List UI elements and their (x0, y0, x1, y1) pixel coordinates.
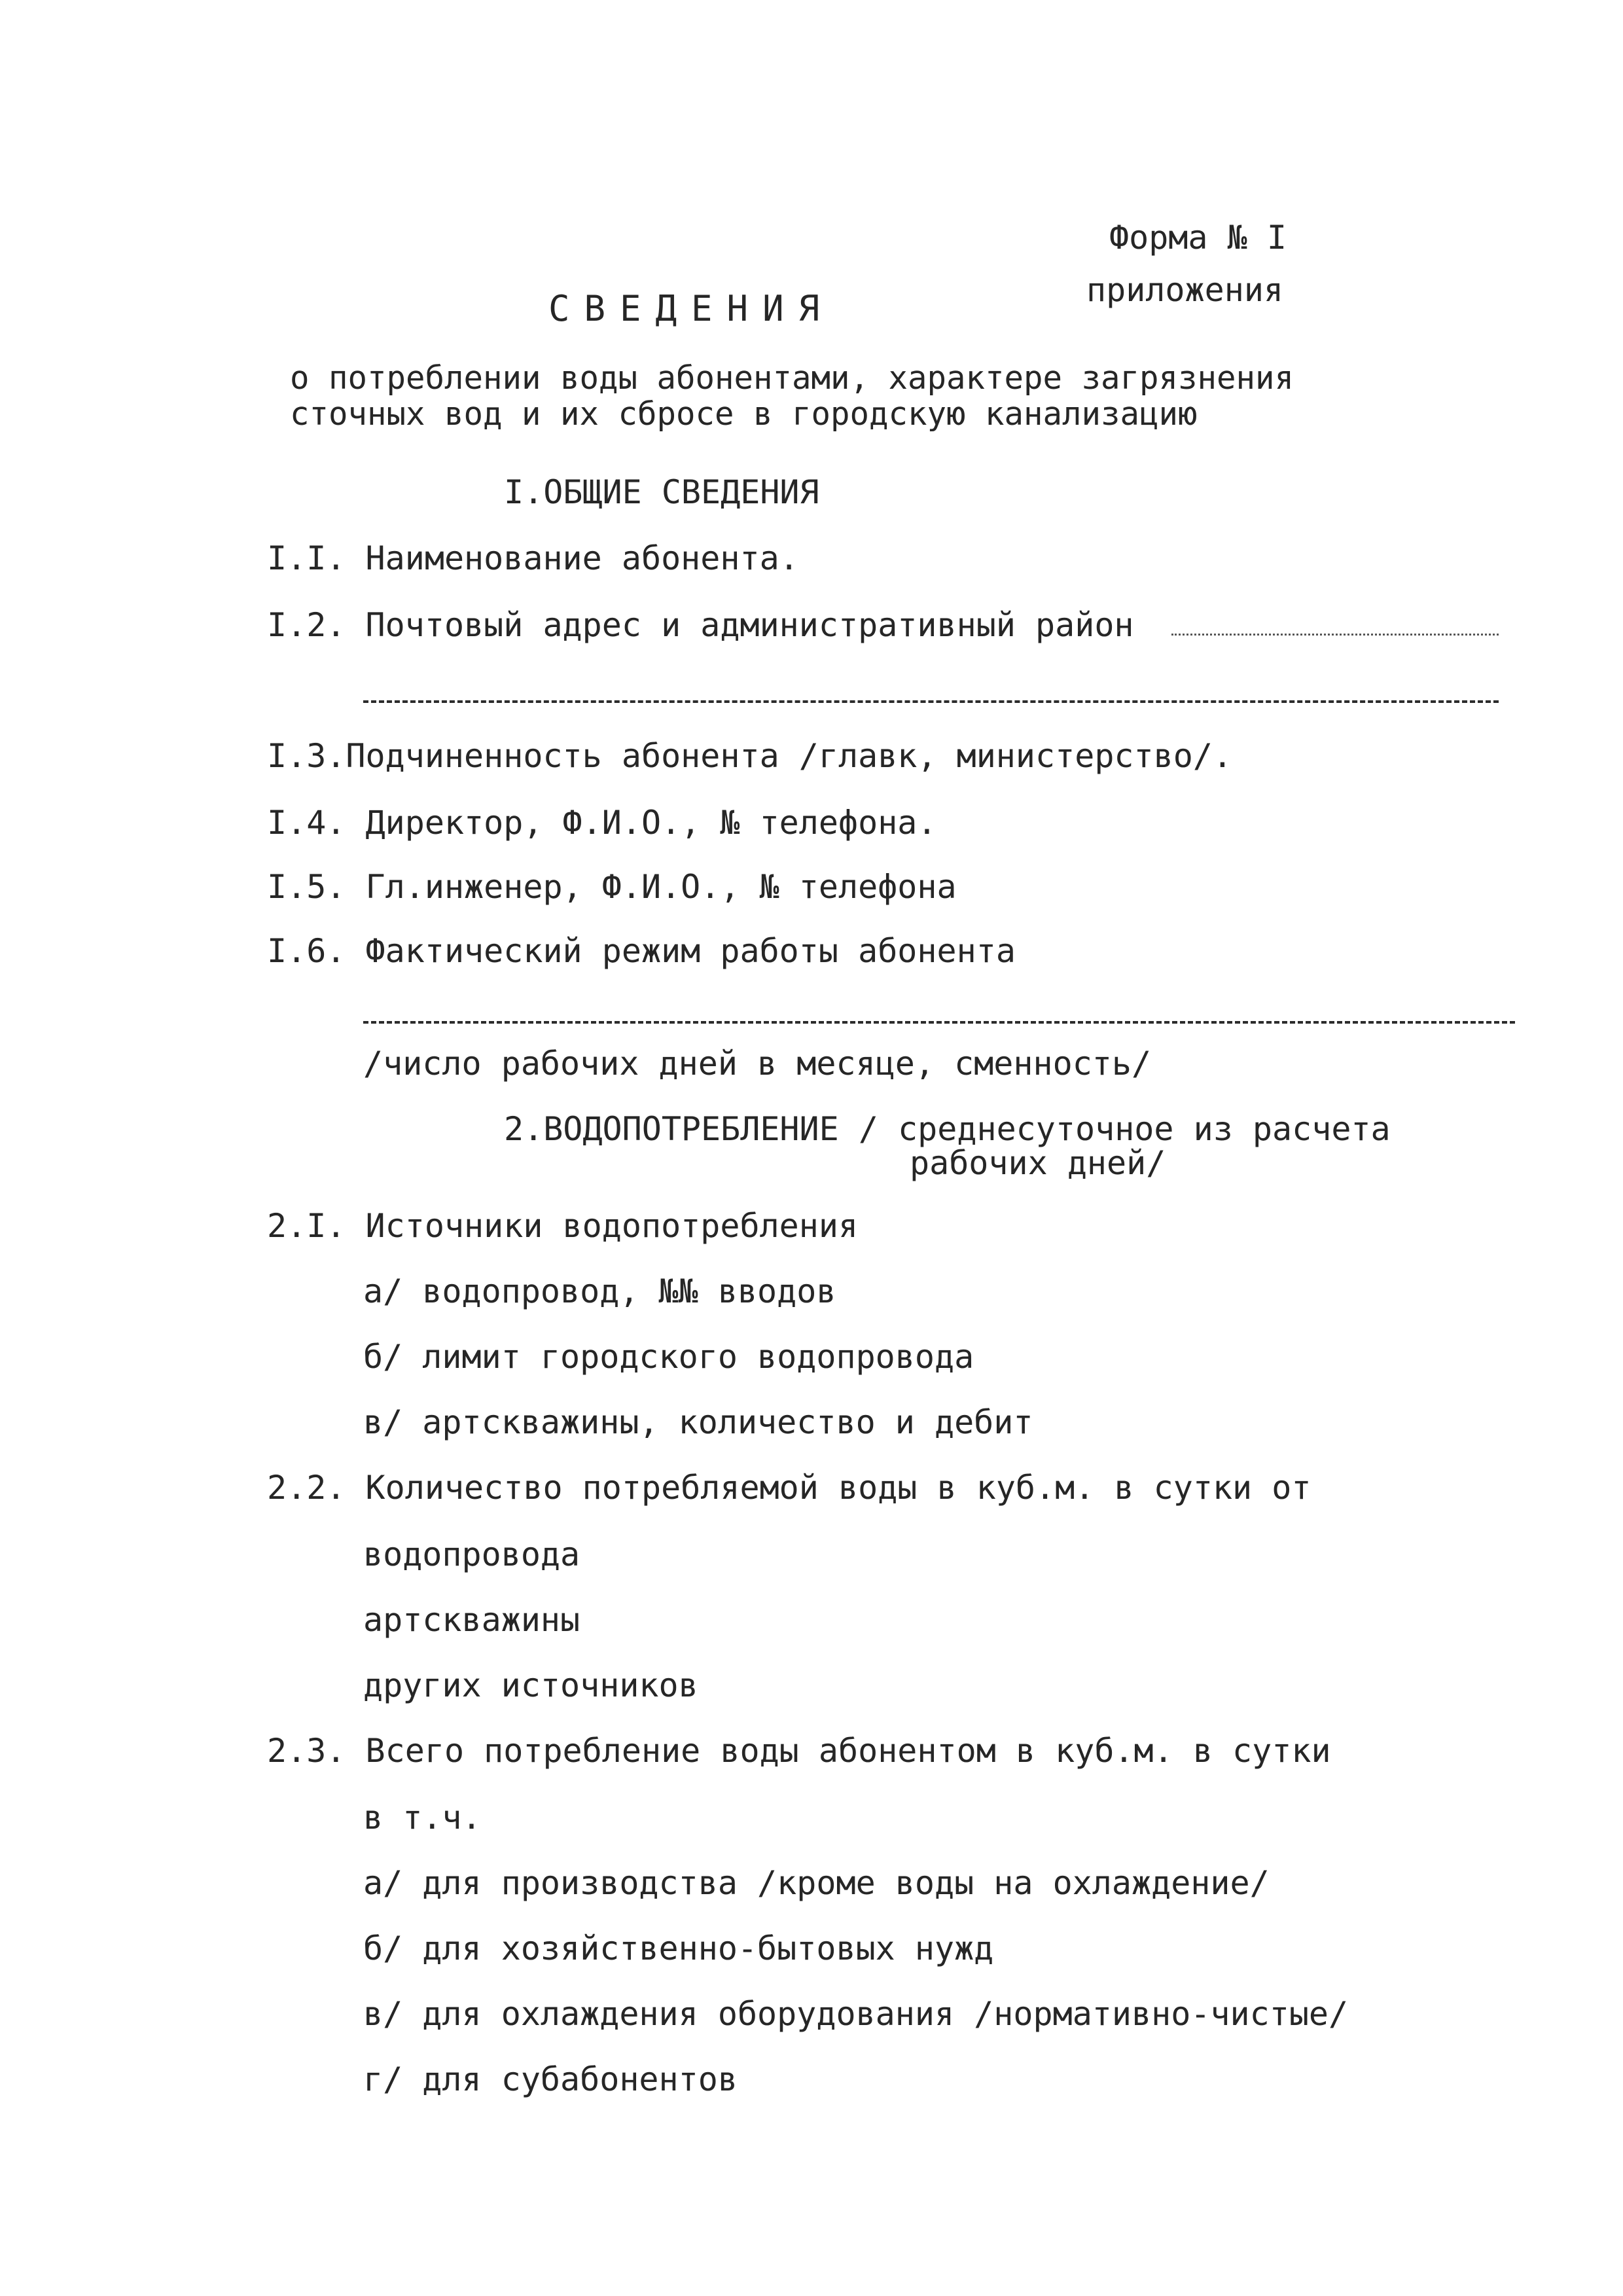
item-1-5 (267, 868, 957, 906)
sub-item-2-2-2: артскважины (363, 1601, 580, 1639)
item-text: Фактический режим работы абонента (365, 932, 1016, 970)
item-2-3 (267, 1732, 1331, 1770)
subtitle-line-2: сточных вод и их сбросе в городскую канализацию (290, 395, 1198, 433)
item-number: I.4. (267, 804, 346, 842)
item-1-3 (267, 737, 1233, 775)
subtitle-line-1: о потреблении воды абонентами, характере загрязнения (290, 359, 1294, 397)
fill-in-line (1171, 634, 1499, 636)
sub-item-2-3-b: б/ для хозяйственно-бытовых нужд (363, 1929, 994, 1967)
item-number: I.5. (267, 868, 346, 906)
item-text: Гл.инженер, Ф.И.О., № телефона (365, 868, 957, 906)
item-text: Всего потребление воды абонентом в куб.м. в сутки (365, 1732, 1331, 1770)
item-2-2 (267, 1469, 1311, 1507)
item-text: Подчиненность абонента /главк, министерство/. (346, 737, 1233, 775)
sub-item-2-1-a: а/ водопровод, №№ вводов (363, 1272, 836, 1310)
section-1-heading: I.ОБЩИЕ СВЕДЕНИЯ (504, 473, 819, 511)
section-2-title: 2.ВОДОПОТРЕБЛЕНИЕ (504, 1110, 839, 1148)
fill-in-line (363, 700, 1499, 703)
sub-item-2-2-3: других источников (363, 1666, 698, 1704)
sub-item-2-1-c: в/ артскважины, количество и дебит (363, 1403, 1033, 1441)
sub-item-2-1-b: б/ лимит городского водопровода (363, 1338, 974, 1376)
form-appendix-note: приложения (1086, 271, 1284, 309)
item-1-4 (267, 804, 937, 842)
item-1-2 (267, 606, 1134, 644)
sub-item-2-3-d: г/ для субабонентов (363, 2060, 738, 2098)
section-2-heading (504, 1110, 1391, 1148)
item-number: 2.3. (267, 1732, 346, 1770)
item-number: 2.2. (267, 1469, 346, 1507)
form-number: Форма № I (1109, 219, 1287, 257)
sub-item-2-3-c: в/ для охлаждения оборудования /нормативно-чистые/ (363, 1995, 1349, 2033)
item-1-1 (267, 539, 799, 577)
item-1-6 (267, 932, 1016, 970)
item-number: I.6. (267, 932, 346, 970)
item-text: Количество потребляемой воды в куб.м. в сутки от (365, 1469, 1311, 1507)
document-title: СВЕДЕНИЯ (548, 288, 834, 329)
section-2-note-cont: рабочих дней/ (910, 1144, 1166, 1182)
item-number: I.3. (267, 737, 346, 775)
item-2-1 (267, 1207, 859, 1245)
sub-item-2-2-1: водопровода (363, 1535, 580, 1573)
section-2-note: / среднесуточное из расчета (858, 1110, 1391, 1148)
fill-in-line (363, 1021, 1515, 1024)
item-number: 2.I. (267, 1207, 346, 1245)
item-number: I.I. (267, 539, 346, 577)
item-text: Директор, Ф.И.О., № телефона. (365, 804, 937, 842)
item-text: Источники водопотребления (365, 1207, 859, 1245)
item-number: I.2. (267, 606, 346, 644)
item-text: Почтовый адрес и административный район (365, 606, 1134, 644)
sub-item-2-3-intro: в т.ч. (363, 1799, 482, 1837)
item-text: Наименование абонента. (365, 539, 799, 577)
sub-item-2-3-a: а/ для производства /кроме воды на охлаждение/ (363, 1864, 1270, 1902)
item-1-6-note: /число рабочих дней в месяце, сменность/ (363, 1045, 1152, 1083)
